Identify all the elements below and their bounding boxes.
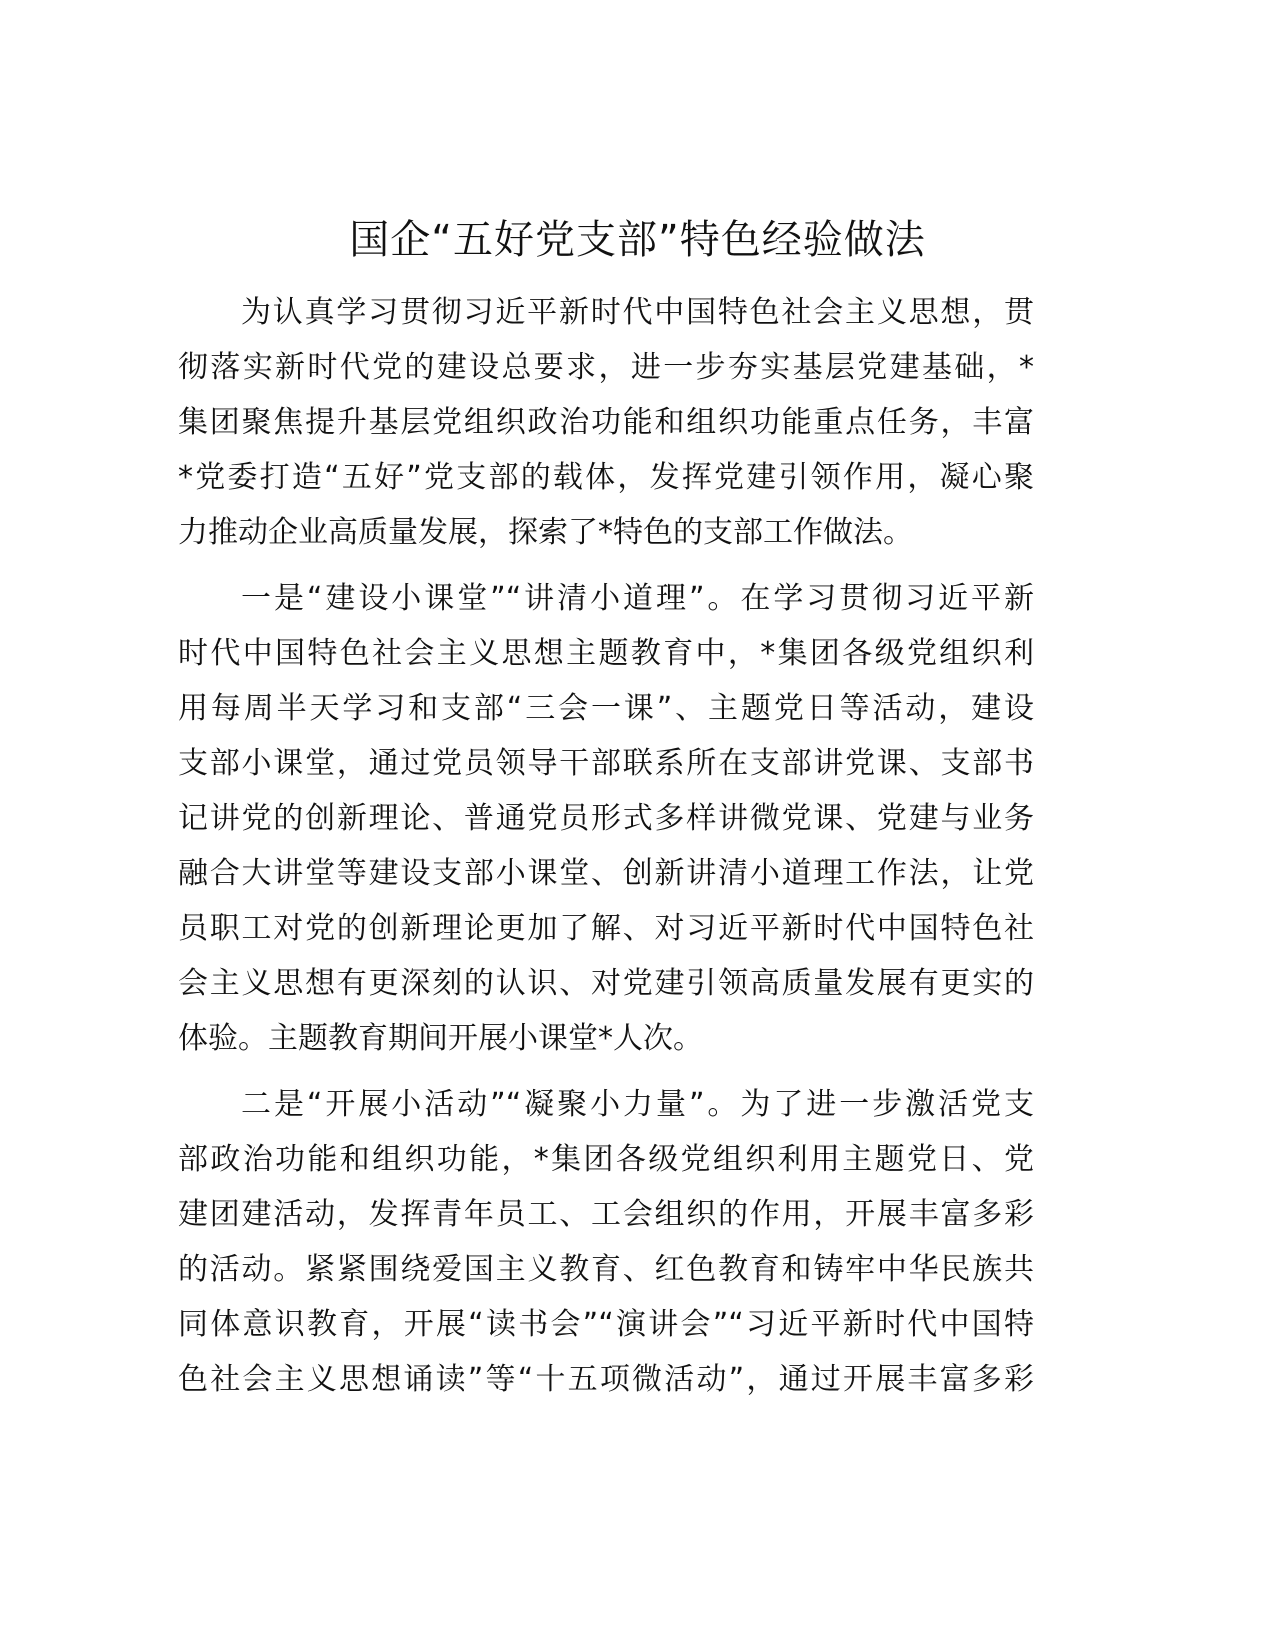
text-line: 体验。主题教育期间开展小课堂*人次。 <box>178 1021 703 1056</box>
text-line: 一是“建设小课堂”“讲清小道理”。在学习贯彻习近平新 <box>241 581 1034 616</box>
text-line: 记讲党的创新理论、普通党员形式多样讲微党课、党建与业务 <box>178 801 1034 836</box>
text-line: 为认真学习贯彻习近平新时代中国特色社会主义思想，贯 <box>241 295 1034 330</box>
text-line: 会主义思想有更深刻的认识、对党建引领高质量发展有更实的 <box>178 966 1034 1001</box>
text-line: 用每周半天学习和支部“三会一课”、主题党日等活动，建设 <box>178 691 1034 726</box>
text-line: 彻落实新时代党的建设总要求，进一步夯实基层党建基础，* <box>178 350 1034 385</box>
text-line: 建团建活动，发挥青年员工、工会组织的作用，开展丰富多彩 <box>178 1197 1034 1232</box>
text-line: 色社会主义思想诵读”等“十五项微活动”，通过开展丰富多彩 <box>178 1362 1034 1397</box>
text-line: 员职工对党的创新理论更加了解、对习近平新时代中国特色社 <box>178 911 1034 946</box>
text-line: 的活动。紧紧围绕爱国主义教育、红色教育和铸牢中华民族共 <box>178 1252 1034 1287</box>
text-line: 时代中国特色社会主义思想主题教育中，*集团各级党组织利 <box>178 636 1034 671</box>
document-body <box>178 285 1034 1418</box>
text-line: 支部小课堂，通过党员领导干部联系所在支部讲党课、支部书 <box>178 746 1034 781</box>
paragraph-intro <box>178 285 1034 560</box>
text-line: 二是“开展小活动”“凝聚小力量”。为了进一步激活党支 <box>241 1087 1034 1122</box>
text-line: 力推动企业高质量发展，探索了*特色的支部工作做法。 <box>178 515 913 550</box>
text-line: 融合大讲堂等建设支部小课堂、创新讲清小道理工作法，让党 <box>178 856 1034 891</box>
paragraph-point-two <box>178 1077 1034 1407</box>
text-line: 部政治功能和组织功能，*集团各级党组织利用主题党日、党 <box>178 1142 1034 1177</box>
text-line: *党委打造“五好”党支部的载体，发挥党建引领作用，凝心聚 <box>178 460 1034 495</box>
document-title: 国企“五好党支部”特色经验做法 <box>349 217 926 263</box>
paragraph-point-one <box>178 571 1034 1066</box>
text-line: 集团聚焦提升基层党组织政治功能和组织功能重点任务，丰富 <box>178 405 1034 440</box>
text-line: 同体意识教育，开展“读书会”“演讲会”“习近平新时代中国特 <box>178 1307 1034 1342</box>
